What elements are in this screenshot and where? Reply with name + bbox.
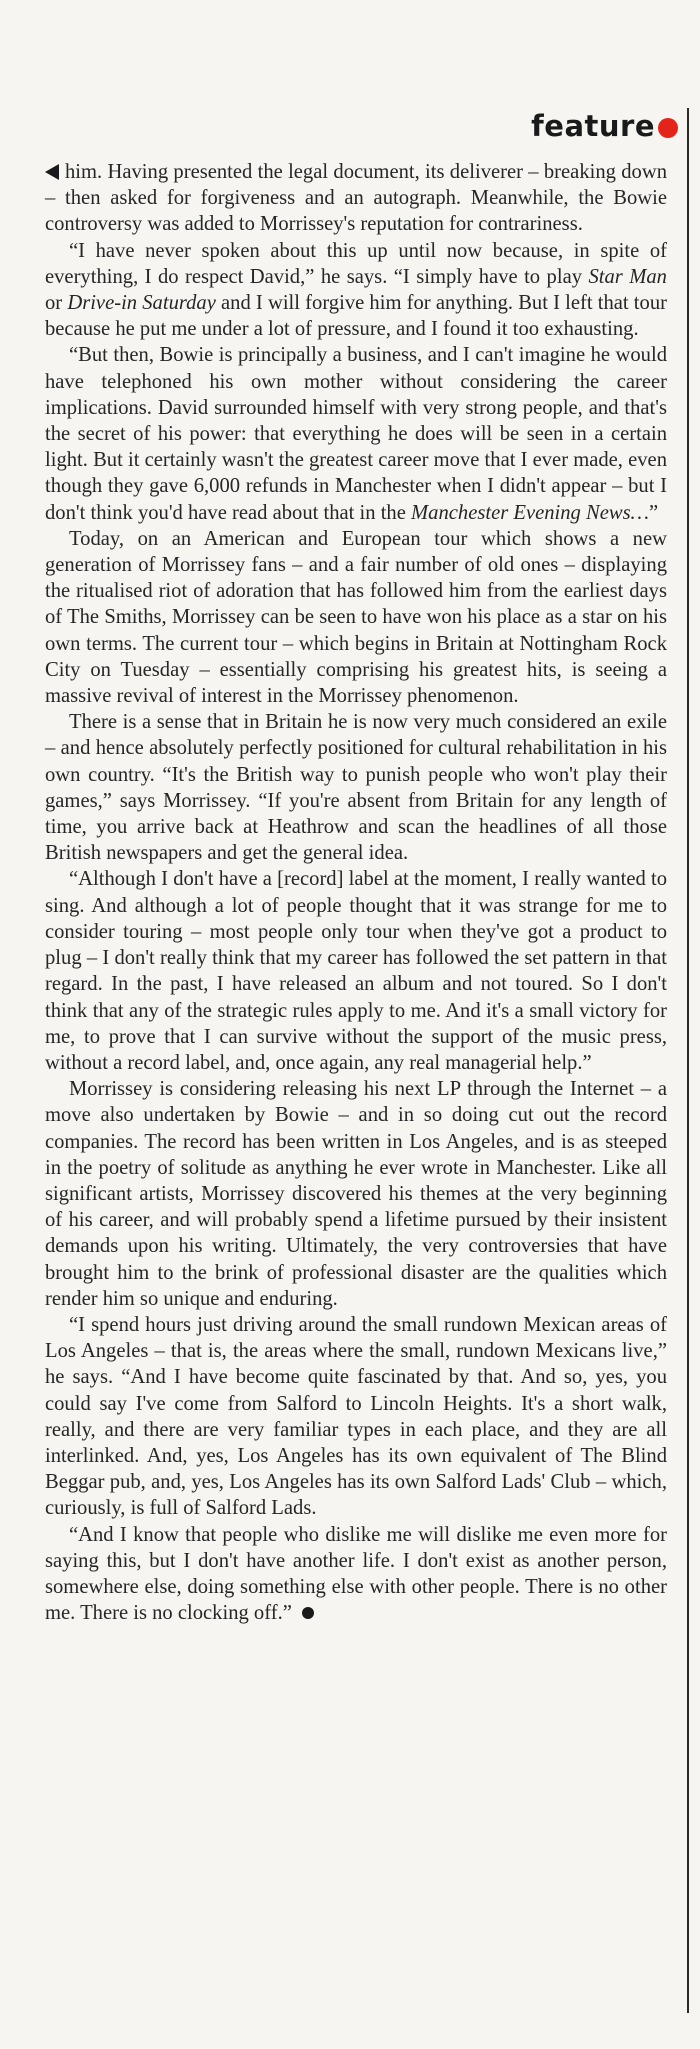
text-run: “I have never spoken about this up until now because, in spite of everything, I do respect David,” he says. “I simply have to play (45, 239, 667, 288)
text-run: him. Having presented the legal document, its deliverer – breaking down – then asked for forgiveness and an autograph. Meanwhile, the Bowie controversy was added to Morrissey's reputation for contrariness. (45, 161, 667, 236)
text-run: “And I know that people who dislike me will dislike me even more for saying this, but I don't have another life. I don't exist as another person, somewhere else, doing something else with other people. There is no other me. There is no clocking off.” (45, 1523, 667, 1625)
text-run: “I spend hours just driving around the small rundown Mexican areas of Los Angeles – that is, the areas where the small, rundown Mexicans live,” he says. “And I have become quite fascinated by that. And so, yes, you could say I've come from Salford to Lincoln Heights. It's a short walk, really, and there are very familiar types in each place, and they are all interlinked. And, yes, Los Angeles has its own equivalent of The Blind Beggar pub, and, yes, Los Angeles has its own Salford Lads' Club – which, curiously, is full of Salford Lads. (45, 1313, 667, 1520)
article-paragraph (45, 1076, 667, 1312)
article-paragraph (45, 342, 667, 525)
end-dot-icon (302, 1607, 314, 1619)
text-run: and I will forgive him for anything. But I left that tour because he put me under a lot of pressure, and I found it too exhausting. (45, 292, 667, 341)
text-run: or (45, 292, 68, 315)
left-triangle-icon (45, 164, 59, 180)
text-run: “But then, Bowie is principally a business, and I can't imagine he would have telephoned his own mother without considering the career implications. David surrounded himself with very strong people, and that's the secret of his power: that everything he does will be seen in a certain light. But it certainly wasn't the greatest career move that I ever made, even though they gave 6,000 refunds in Manchester when I didn't appear – but I don't think you'd have read about that in the (45, 344, 667, 524)
article-paragraph (45, 526, 667, 709)
article-paragraph (45, 866, 667, 1076)
article-paragraph (45, 159, 667, 238)
section-label: feature (531, 109, 655, 143)
article-body (45, 159, 667, 1626)
article-paragraph (45, 238, 667, 343)
italic-title: Drive-in Saturday (67, 292, 216, 315)
text-run: Today, on an American and European tour which shows a new generation of Morrissey fans – and a fair number of old ones – displaying the ritualised riot of adoration that has followed him from the earliest days of The Smiths, Morrissey can be seen to have won his place as a star on his own terms. The current tour – which begins in Britain at Nottingham Rock City on Tuesday – essentially comprising his greatest hits, is seeing a massive revival of interest in the Morrissey phenomenon. (45, 527, 667, 708)
article-paragraph (45, 709, 667, 866)
red-dot-icon (658, 118, 678, 138)
column-rule (687, 108, 689, 2013)
section-header (531, 108, 678, 144)
text-run: ” (648, 501, 659, 524)
italic-title: Star Man (588, 265, 667, 288)
text-run: There is a sense that in Britain he is now very much considered an exile – and hence absolutely perfectly positioned for cultural rehabilitation in his own country. “It's the British way to punish people who won't play their games,” says Morrissey. “If you're absent from Britain for any length of time, you arrive back at Heathrow and scan the headlines of all those British newspapers and get the general idea. (45, 711, 667, 865)
italic-title: Manchester Evening News… (411, 501, 649, 524)
article-paragraph (45, 1312, 667, 1522)
article-paragraph (45, 1522, 667, 1627)
text-run: Morrissey is considering releasing his next LP through the Internet – a move also undertaken by Bowie – and in so doing cut out the record companies. The record has been written in Los Angeles, and is as steeped in the poetry of solitude as anything he ever wrote in Manchester. Like all significant artists, Morrissey discovered his themes at the very beginning of his career, and will probably spend a lifetime pursued by their insistent demands upon his writing. Ultimately, the very controversies that have brought him to the brink of professional disaster are the qualities which render him so unique and enduring. (45, 1078, 667, 1310)
text-run: “Although I don't have a [record] label at the moment, I really wanted to sing. And although a lot of people thought that it was strange for me to consider touring – most people only tour when they've got a product to plug – I don't really think that my career has followed the set pattern in that regard. In the past, I have released an album and not toured. So I don't think that any of the strategic rules apply to me. And it's a small victory for me, to prove that I can survive without the support of the music press, without a record label, and, once again, any real managerial help.” (45, 868, 667, 1074)
